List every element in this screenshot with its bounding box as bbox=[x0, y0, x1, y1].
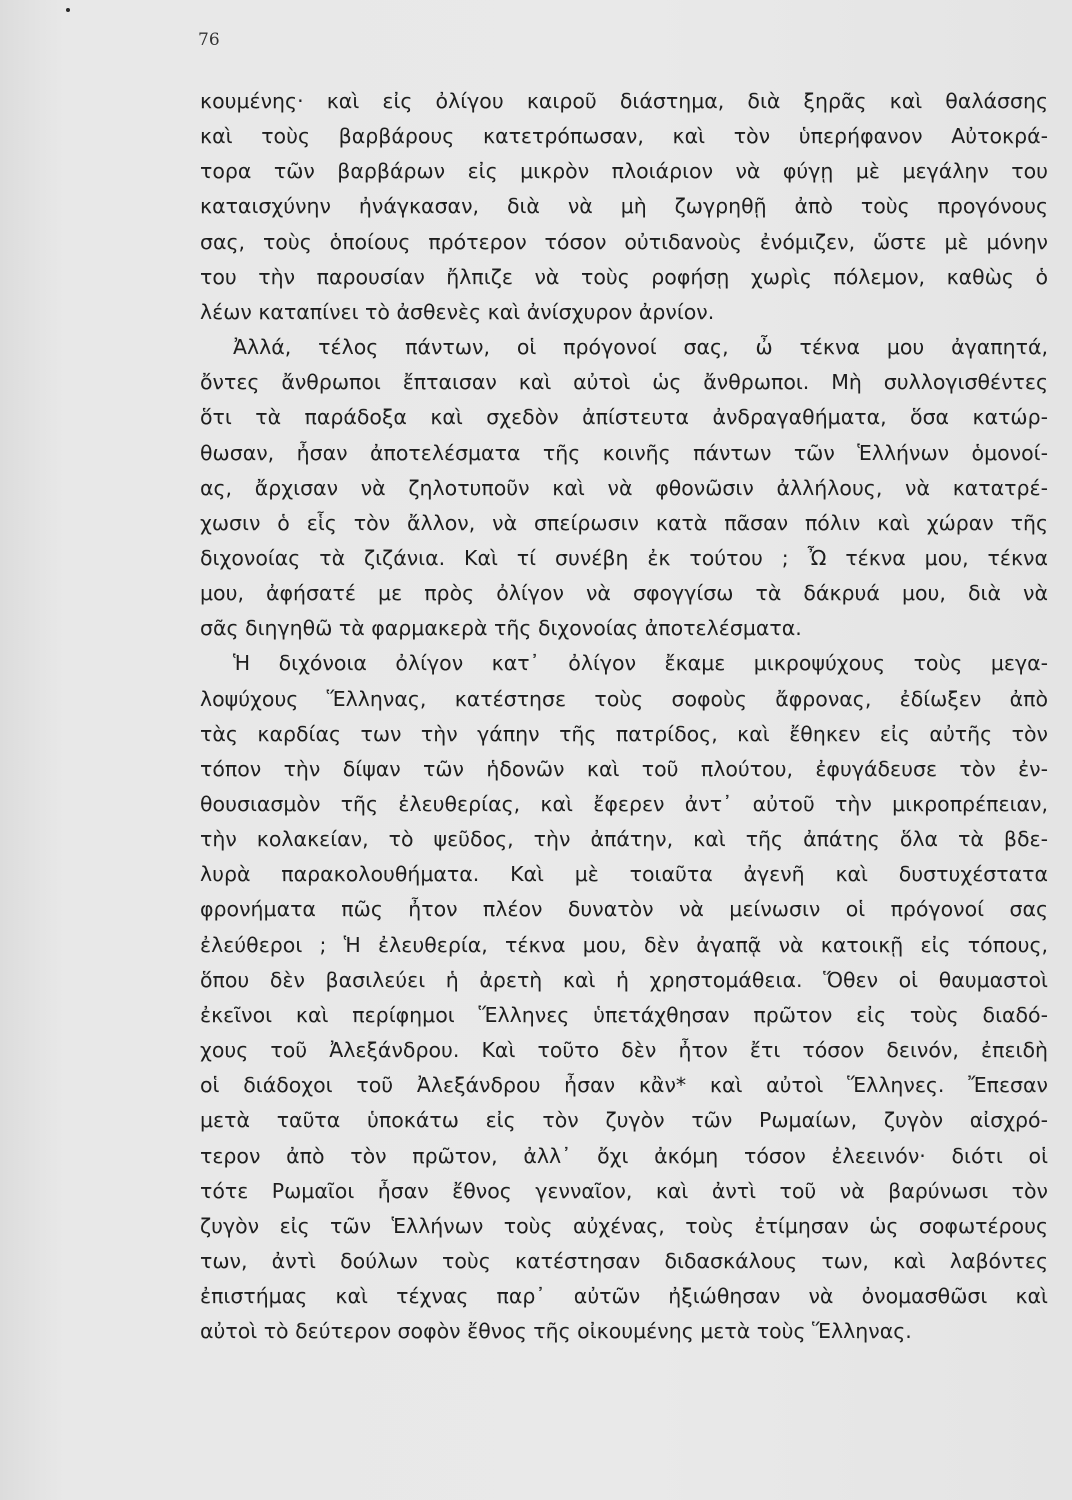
text-line: μου, ἀφήσατέ με πρὸς ὀλίγον νὰ σφογγίσω τὰ δάκρυά μου, διὰ νὰ bbox=[200, 581, 1048, 606]
text-line: φρονήματα πῶς ἦτον πλέον δυνατὸν νὰ μείνωσιν οἱ πρόγονοί σας bbox=[200, 897, 1048, 922]
text-line: αὐτοὶ τὸ δεύτερον σοφὸν ἔθνος τῆς οἰκουμένης μετὰ τοὺς Ἕλληνας. bbox=[200, 1319, 912, 1344]
text-line: των, ἀντὶ δούλων τοὺς κατέστησαν διδασκάλους των, καὶ λαβόντες bbox=[200, 1248, 1048, 1273]
text-line: διχονοίας τὰ ζιζάνια. Καὶ τί συνέβη ἐκ τούτου ; Ὦ τέκνα μου, τέκνα bbox=[200, 545, 1048, 570]
text-line: λυρὰ παρακολουθήματα. Καὶ μὲ τοιαῦτα ἀγενῆ καὶ δυστυχέστατα bbox=[200, 862, 1048, 887]
text-line: καταισχύνην ἠνάγκασαν, διὰ νὰ μὴ ζωγρηθῇ ἀπὸ τοὺς προγόνους bbox=[200, 194, 1048, 219]
text-line: χους τοῦ Ἀλεξάνδρου. Καὶ τοῦτο δὲν ἦτον ἔτι τόσον δεινόν, ἐπειδὴ bbox=[200, 1038, 1048, 1063]
text-line: τόπον τὴν δίψαν τῶν ἡδονῶν καὶ τοῦ πλούτου, ἐφυγάδευσε τὸν ἐν- bbox=[200, 756, 1048, 781]
text-line: μετὰ ταῦτα ὑποκάτω εἰς τὸν ζυγὸν τῶν Ρωμαίων, ζυγὸν αἰσχρό- bbox=[200, 1108, 1048, 1133]
text-line: τὴν κολακείαν, τὸ ψεῦδος, τὴν ἀπάτην, καὶ τῆς ἀπάτης ὅλα τὰ βδε- bbox=[200, 827, 1048, 852]
text-line: ας, ἄρχισαν νὰ ζηλοτυποῦν καὶ νὰ φθονῶσιν ἀλλήλους, νὰ κατατρέ- bbox=[200, 475, 1048, 500]
page-number: 76 bbox=[198, 30, 220, 50]
text-line: Ἡ διχόνοια ὀλίγον κατ᾽ ὀλίγον ἔκαμε μικροψύχους τοὺς μεγα- bbox=[233, 651, 1048, 676]
text-line: του τὴν παρουσίαν ἤλπιζε νὰ τοὺς ροφήσῃ χωρὶς πόλεμον, καθὼς ὁ bbox=[200, 264, 1048, 289]
text-line: τότε Ρωμαῖοι ἦσαν ἔθνος γενναῖον, καὶ ἀντὶ τοῦ νὰ βαρύνωσι τὸν bbox=[200, 1178, 1048, 1203]
text-line: σᾶς διηγηθῶ τὰ φαρμακερὰ τῆς διχονοίας ἀποτελέσματα. bbox=[200, 616, 802, 641]
text-line: χωσιν ὁ εἷς τὸν ἄλλον, νὰ σπείρωσιν κατὰ πᾶσαν πόλιν καὶ χώραν τῆς bbox=[200, 510, 1048, 535]
text-line: Ἀλλά, τέλος πάντων, οἱ πρόγονοί σας, ὦ τέκνα μου ἀγαπητά, bbox=[233, 335, 1048, 360]
text-line: ἐλεύθεροι ; Ἡ ἐλευθερία, τέκνα μου, δὲν ἀγαπᾷ νὰ κατοικῇ εἰς τόπους, bbox=[200, 932, 1048, 957]
text-line: λέων καταπίνει τὸ ἀσθενὲς καὶ ἀνίσχυρον ἀρνίον. bbox=[200, 299, 715, 324]
text-line: ὄντες ἄνθρωποι ἔπταισαν καὶ αὐτοὶ ὡς ἄνθρωποι. Μὴ συλλογισθέντες bbox=[200, 370, 1048, 395]
text-line: ἐκεῖνοι καὶ περίφημοι Ἕλληνες ὑπετάχθησαν πρῶτον εἰς τοὺς διαδό- bbox=[200, 1002, 1048, 1027]
text-line: θωσαν, ἦσαν ἀποτελέσματα τῆς κοινῆς πάντων τῶν Ἑλλήνων ὁμονοί- bbox=[200, 440, 1048, 465]
text-line: ὅτι τὰ παράδοξα καὶ σχεδὸν ἀπίστευτα ἀνδραγαθήματα, ὅσα κατώρ- bbox=[200, 405, 1048, 430]
text-line: λοψύχους Ἕλληνας, κατέστησε τοὺς σοφοὺς ἄφρονας, ἐδίωξεν ἀπὸ bbox=[200, 686, 1048, 711]
text-line: ζυγὸν εἰς τῶν Ἑλλήνων τοὺς αὐχένας, τοὺς ἐτίμησαν ὡς σοφωτέρους bbox=[200, 1213, 1048, 1238]
text-line: οἱ διάδοχοι τοῦ Ἀλεξάνδρου ἦσαν κἂν* καὶ αὐτοὶ Ἕλληνες. Ἔπεσαν bbox=[200, 1073, 1048, 1098]
margin-dot bbox=[66, 8, 70, 12]
text-line: θουσιασμὸν τῆς ἐλευθερίας, καὶ ἔφερεν ἀντ᾽ αὐτοῦ τὴν μικροπρέπειαν, bbox=[200, 792, 1048, 816]
text-line: ἐπιστήμας καὶ τέχνας παρ᾽ αὐτῶν ἠξιώθησαν νὰ ὀνομασθῶσι καὶ bbox=[200, 1284, 1048, 1309]
text-line: τερον ἀπὸ τὸν πρῶτον, ἀλλ᾽ ὄχι ἀκόμη τόσον ἐλεεινόν· διότι οἱ bbox=[200, 1143, 1048, 1168]
text-line: κουμένης· καὶ εἰς ὀλίγου καιροῦ διάστημα, διὰ ξηρᾶς καὶ θαλάσσης bbox=[200, 89, 1048, 113]
text-line: ὅπου δὲν βασιλεύει ἡ ἀρετὴ καὶ ἡ χρηστομάθεια. Ὅθεν οἱ θαυμαστοὶ bbox=[200, 967, 1048, 992]
text-line: τὰς καρδίας των τὴν γάπην τῆς πατρίδος, καὶ ἔθηκεν εἰς αὐτῆς τὸν bbox=[200, 721, 1048, 746]
text-line: τορα τῶν βαρβάρων εἰς μικρὸν πλοιάριον νὰ φύγῃ μὲ μεγάλην του bbox=[200, 159, 1048, 184]
text-line: καὶ τοὺς βαρβάρους κατετρόπωσαν, καὶ τὸν ὑπερήφανον Αὐτοκρά- bbox=[200, 124, 1048, 149]
text-line: σας, τοὺς ὁποίους πρότερον τόσον οὐτιδανοὺς ἐνόμιζεν, ὥστε μὲ μόνην bbox=[200, 229, 1048, 254]
